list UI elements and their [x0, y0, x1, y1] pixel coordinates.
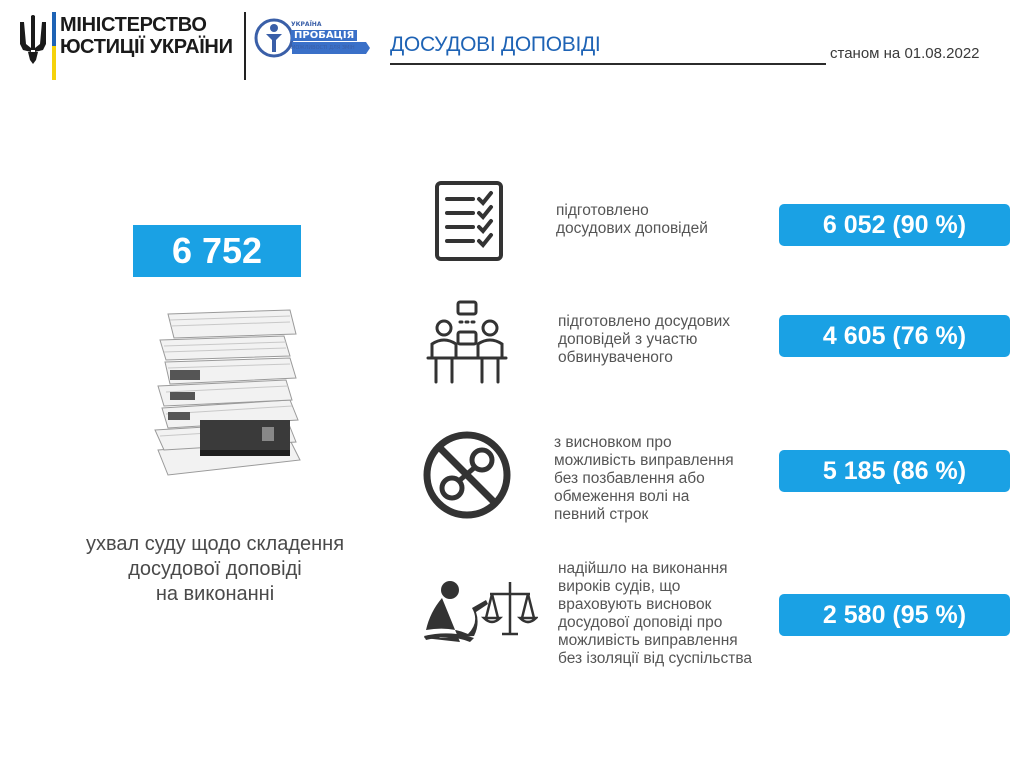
ministry-line2: ЮСТИЦІЇ УКРАЇНИ [60, 36, 233, 58]
stat-label-with-accused: підготовлено досудових доповідей з участю обвинуваченого [558, 313, 731, 366]
paper-stack-icon [140, 300, 340, 500]
stat-value-sentences: 2 580 (95 %) [779, 594, 1010, 636]
ministry-name [60, 14, 233, 58]
flag-stripe [52, 12, 56, 80]
stat-label-prepared: підготовлено досудових доповідей [556, 202, 708, 237]
header-divider [244, 12, 246, 80]
probation-top-text: УКРАЇНА [291, 21, 322, 28]
page-title: ДОСУДОВІ ДОПОВІДІ [390, 33, 601, 56]
meeting-icon [422, 298, 512, 388]
total-value-badge: 6 752 [133, 225, 301, 277]
themis-justice-icon [420, 572, 538, 662]
no-handcuffs-icon [422, 430, 512, 520]
stat-value-prepared: 6 052 (90 %) [779, 204, 1010, 246]
title-underline [390, 63, 826, 65]
probation-main-text: ПРОБАЦІЯ [291, 30, 357, 41]
trident-emblem-icon [18, 14, 48, 66]
stat-value-with-accused: 4 605 (76 %) [779, 315, 1010, 357]
as-of-date: станом на 01.08.2022 [830, 45, 980, 62]
total-caption: ухвал суду щодо складення досудової доповіді на виконанні [85, 533, 345, 605]
checklist-icon [425, 175, 515, 265]
stat-label-without-deprivation: з висновком про можливість виправлення без позбавлення або обмеження волі на певний строк [554, 434, 734, 523]
ministry-line1: МІНІСТЕРСТВО [60, 14, 207, 36]
stat-value-without-deprivation: 5 185 (86 %) [779, 450, 1010, 492]
stat-label-sentences: надійшло на виконання вироків судів, що враховують висновок досудової доповіді про можливість виправлення без ізоляції від суспільства [558, 560, 753, 667]
probation-bottom-text: МОЖЛИВОСТІ ДЛЯ ЗМІН [291, 45, 355, 51]
